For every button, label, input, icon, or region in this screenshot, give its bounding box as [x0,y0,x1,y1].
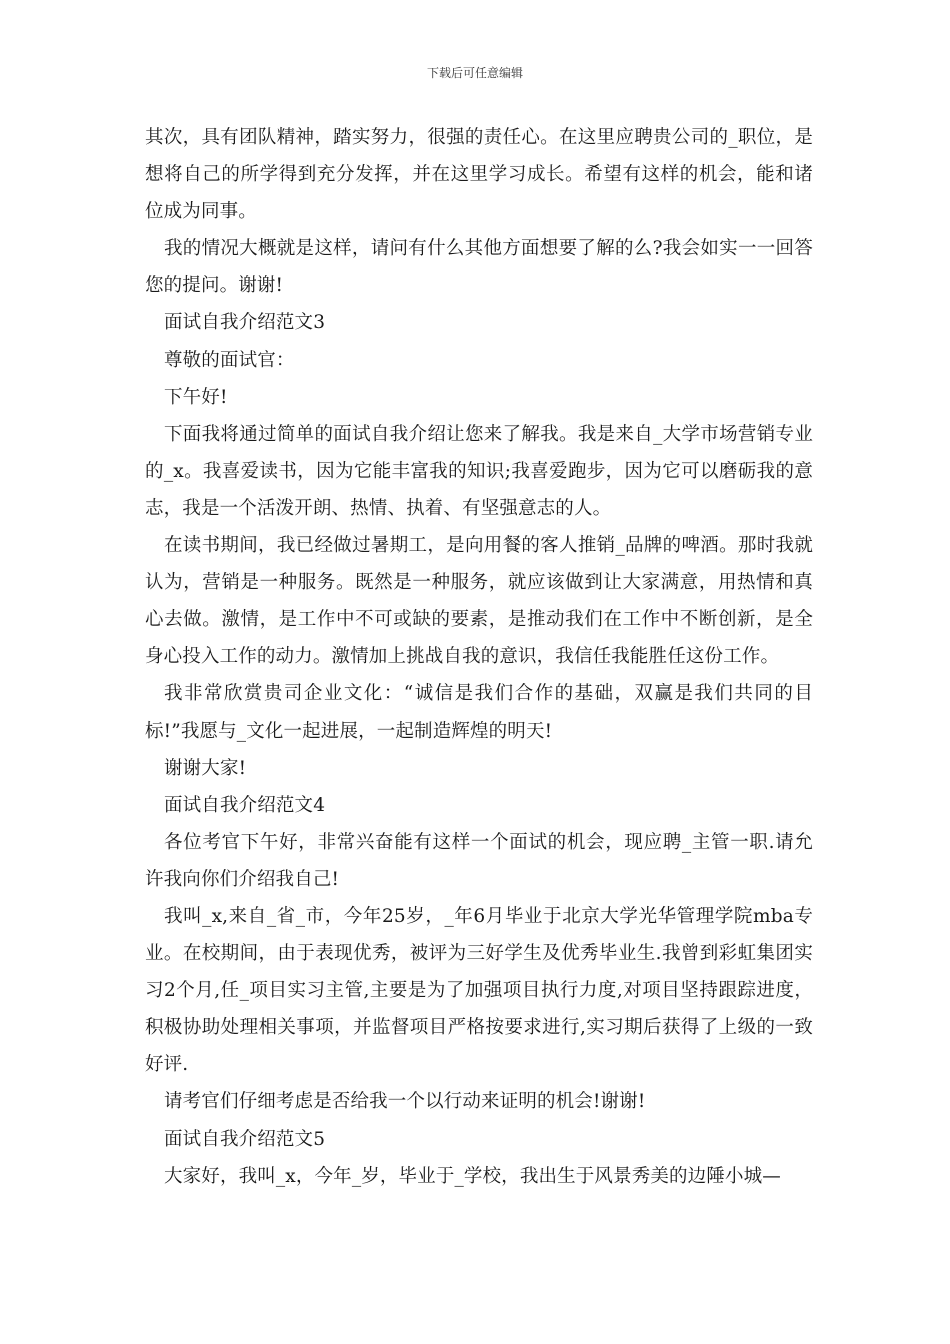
salutation: 尊敬的面试官： [164,349,295,371]
paragraph: 我非常欣赏贵司企业文化：“诚信是我们合作的基础，双赢是我们共同的目标!”我愿与_文化一起进展，一起制造辉煌的明天! [145,683,813,742]
closing: 谢谢大家! [164,757,247,779]
document-body [145,119,813,1195]
section-heading: 面试自我介绍范文5 [164,1128,326,1150]
paragraph: 请考官们仔细考虑是否给我一个以行动来证明的机会!谢谢! [164,1091,646,1113]
paragraph: 在读书期间，我已经做过暑期工，是向用餐的客人推销_品牌的啤酒。那时我就认为，营销是一种服务。既然是一种服务，就应该做到让大家满意，用热情和真心去做。激情，是工作中不可或缺的要素，是推动我们在工作中不断创新，是全身心投入工作的动力。激情加上挑战自我的意识，我信任我能胜任这份工作。 [145,535,813,668]
greeting: 下午好! [164,386,228,408]
paragraph: 我叫_x,来自_省_市，今年25岁，_年6月毕业于北京大学光华管理学院mba专业。在校期间，由于表现优秀，被评为三好学生及优秀毕业生.我曾到彩虹集团实习2个月,任_项目实习主管,主要是为了加强项目执行力度,对项目坚持跟踪进度，积极协助处理相关事项，并监督项目严格按要求进行,实习期后获得了上级的一致好评. [145,905,813,1076]
paragraph: 其次，具有团队精神，踏实努力，很强的责任心。在这里应聘贵公司的_职位，是想将自己的所学得到充分发挥，并在这里学习成长。希望有这样的机会，能和诸位成为同事。 [145,127,813,223]
paragraph: 大家好，我叫_x，今年_岁，毕业于_学校，我出生于风景秀美的边陲小城— [164,1165,781,1187]
page-header: 下载后可任意编辑 [426,66,523,80]
paragraph: 我的情况大概就是这样，请问有什么其他方面想要了解的么?我会如实一一回答您的提问。谢谢! [145,238,813,297]
paragraph: 各位考官下午好，非常兴奋能有这样一个面试的机会，现应聘_主管一职.请允许我向你们介绍我自己! [145,831,813,890]
section-heading: 面试自我介绍范文4 [164,794,326,816]
paragraph: 下面我将通过简单的面试自我介绍让您来了解我。我是来自_大学市场营销专业的_x。我喜爱读书，因为它能丰富我的知识;我喜爱跑步，因为它可以磨砺我的意志，我是一个活泼开朗、热情、执着、有坚强意志的人。 [145,423,813,519]
section-heading: 面试自我介绍范文3 [164,312,326,334]
